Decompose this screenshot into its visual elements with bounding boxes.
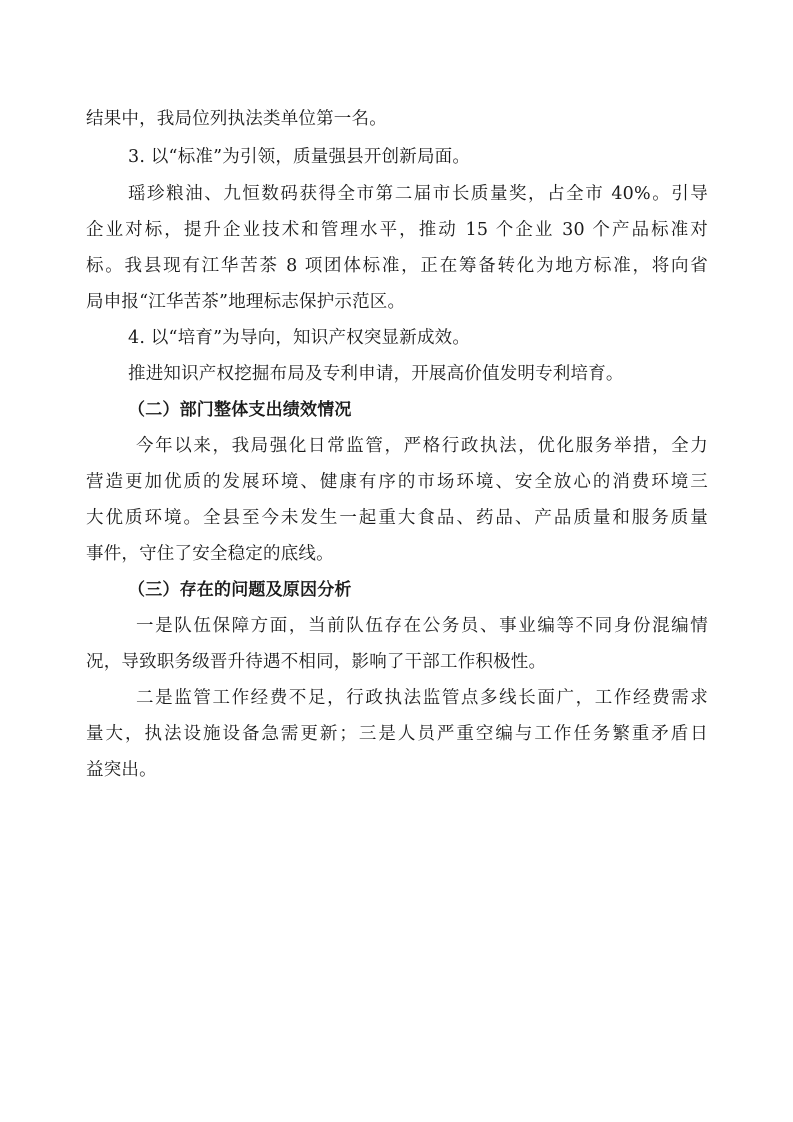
paragraph-line: 一是队伍保障方面，当前队伍存在公务员、事业编等不同身份混编情 [136,616,708,636]
section-heading-3: 3. 以“标准”为引领，质量强县开创新局面。 [128,147,471,167]
paragraph-line: 企业对标，提升企业技术和管理水平，推动 15 个企业 30 个产品标准对 [86,220,708,240]
paragraph-line: 瑶珍粮油、九恒数码获得全市第二届市长质量奖，占全市 40%。引导 [128,184,708,204]
paragraph-line: 二是监管工作经费不足，行政执法监管点多线长面广，工作经费需求 [136,688,708,708]
paragraph-line: 结果中，我局位列执法类单位第一名。 [86,109,387,129]
section-heading-3b: （三）存在的问题及原因分析 [128,580,352,600]
paragraph-line: 大优质环境。全县至今未发生一起重大食品、药品、产品质量和服务质量 [86,508,708,528]
paragraph-line: 今年以来，我局强化日常监管，严格行政执法，优化服务举措，全力 [136,436,708,456]
paragraph-line: 局申报“江华苦茶”地理标志保护示范区。 [86,292,406,312]
paragraph-line: 量大，执法设施设备急需更新；三是人员严重空编与工作任务繁重矛盾日 [86,724,708,744]
paragraph-line: 益突出。 [86,760,157,780]
paragraph-line: 营造更加优质的发展环境、健康有序的市场环境、安全放心的消费环境三 [86,472,708,492]
paragraph-line: 事件，守住了安全稳定的底线。 [86,544,334,564]
section-heading-2: （二）部门整体支出绩效情况 [128,400,352,420]
paragraph-line: 推进知识产权挖掘布局及专利申请，开展高价值发明专利培育。 [128,364,624,384]
section-heading-4: 4. 以“培育”为导向，知识产权突显新成效。 [128,328,471,348]
paragraph-line: 况，导致职务级晋升待遇不相同，影响了干部工作积极性。 [86,652,547,672]
paragraph-line: 标。我县现有江华苦茶 8 项团体标准，正在筹备转化为地方标准，将向省 [86,256,708,276]
